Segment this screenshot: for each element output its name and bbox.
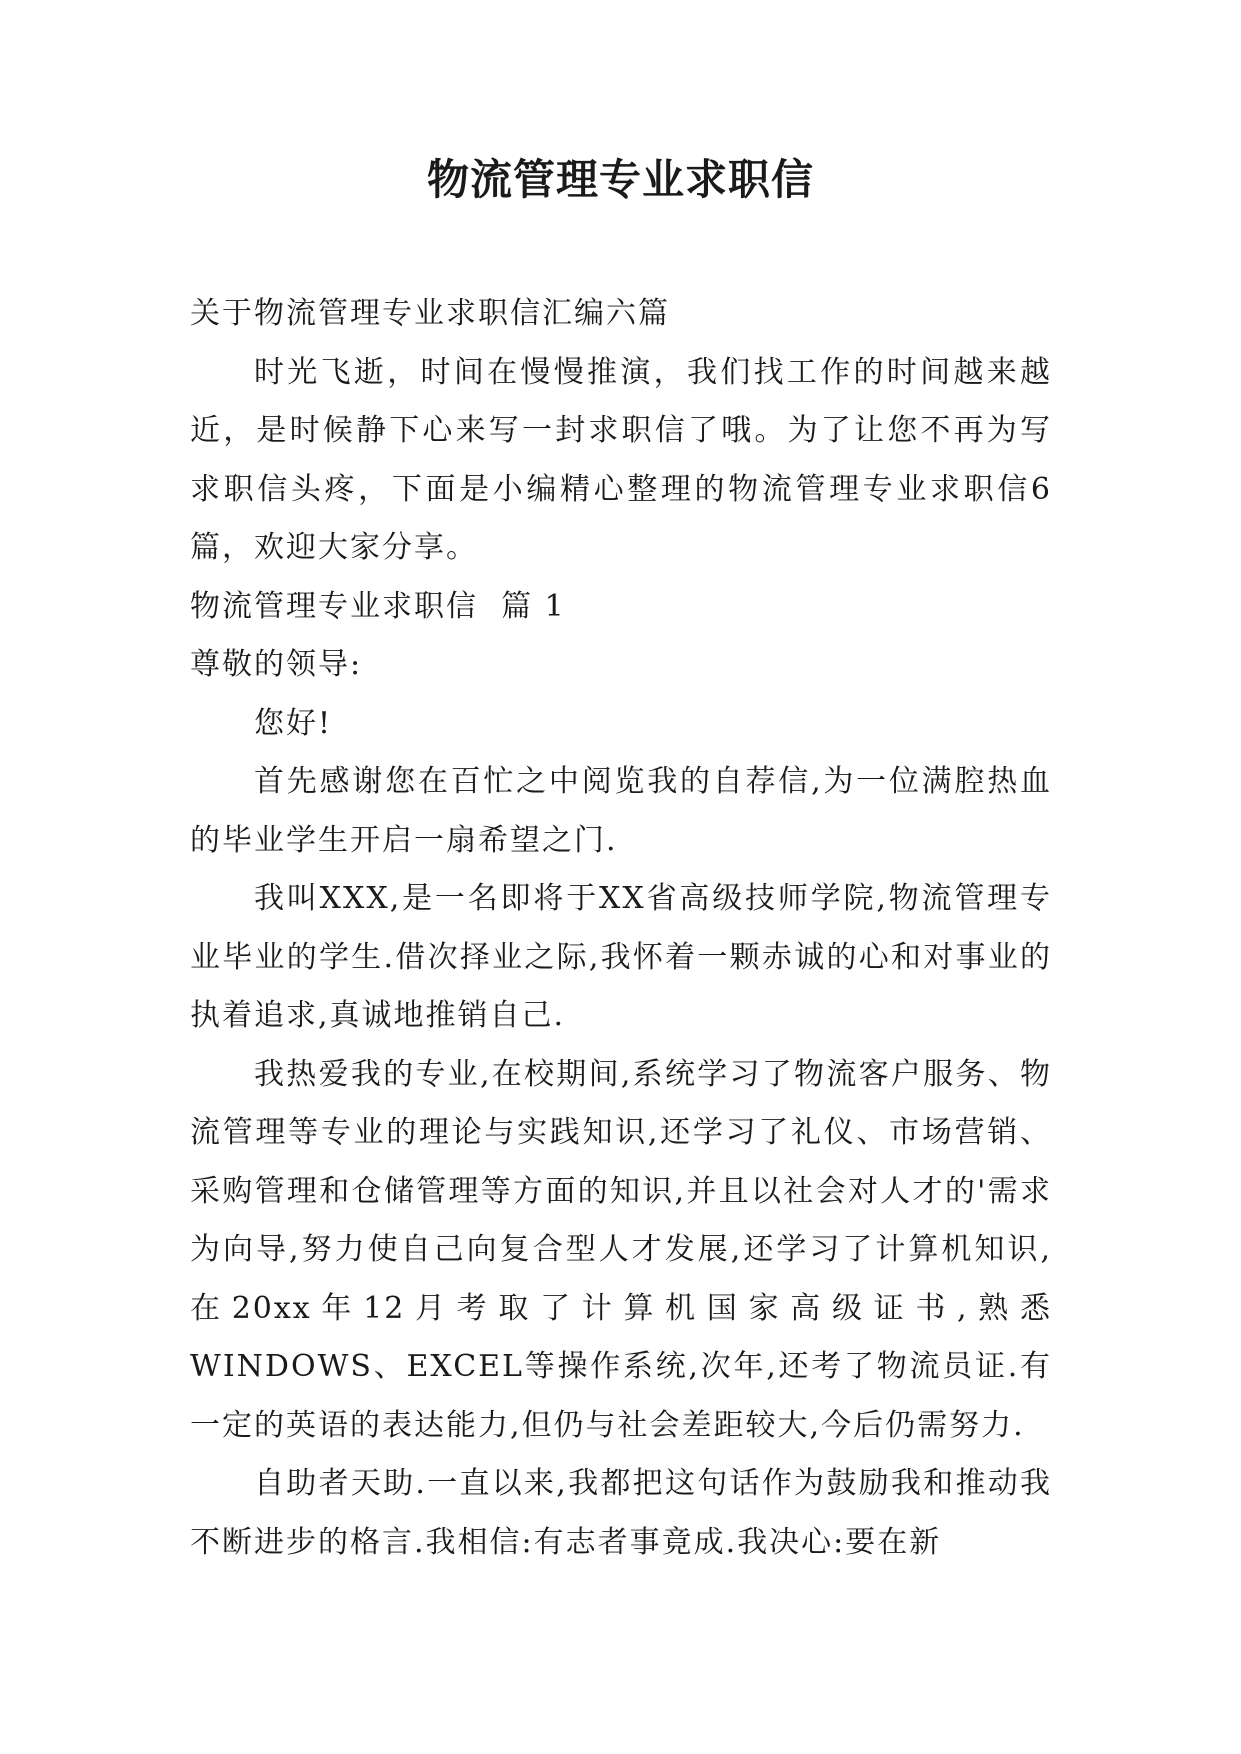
body-paragraph: 我叫XXX,是一名即将于XX省高级技师学院,物流管理专业毕业的学生.借次择业之际,我怀着一颗赤诚的心和对事业的执着追求,真诚地推销自己.: [190, 881, 1052, 1033]
body-paragraph: 自助者天助.一直以来,我都把这句话作为鼓励我和推动我不断进步的格言.我相信:有志者事竟成.我决心:要在新: [190, 1466, 1052, 1560]
document-body: [190, 285, 1052, 1572]
document-title: 物流管理专业求职信: [426, 155, 814, 204]
body-paragraph: 我热爱我的专业,在校期间,系统学习了物流客户服务、物流管理等专业的理论与实践知识,还学习了礼仪、市场营销、采购管理和仓储管理等方面的知识,并且以社会对人才的'需求为向导,努力使自己向复合型人才发展,还学习了计算机知识,在20xx年12月考取了计算机国家高级证书,熟悉WINDOWS、EXCEL等操作系统,次年,还考了物流员证.有一定的英语的表达能力,但仍与社会差距较大,今后仍需努力.: [190, 1056, 1052, 1443]
intro-paragraph: 时光飞逝，时间在慢慢推演，我们找工作的时间越来越近，是时候静下心来写一封求职信了哦。为了让您不再为写求职信头疼，下面是小编精心整理的物流管理专业求职信6篇，欢迎大家分享。: [190, 354, 1052, 565]
document-subtitle: 关于物流管理专业求职信汇编六篇: [190, 296, 670, 331]
salutation: 尊敬的领导:: [190, 647, 363, 682]
body-paragraph: 首先感谢您在百忙之中阅览我的自荐信,为一位满腔热血的毕业学生开启一扇希望之门.: [190, 764, 1052, 858]
greeting: 您好!: [254, 705, 333, 741]
section-heading: 物流管理专业求职信 篇 1: [190, 588, 566, 624]
